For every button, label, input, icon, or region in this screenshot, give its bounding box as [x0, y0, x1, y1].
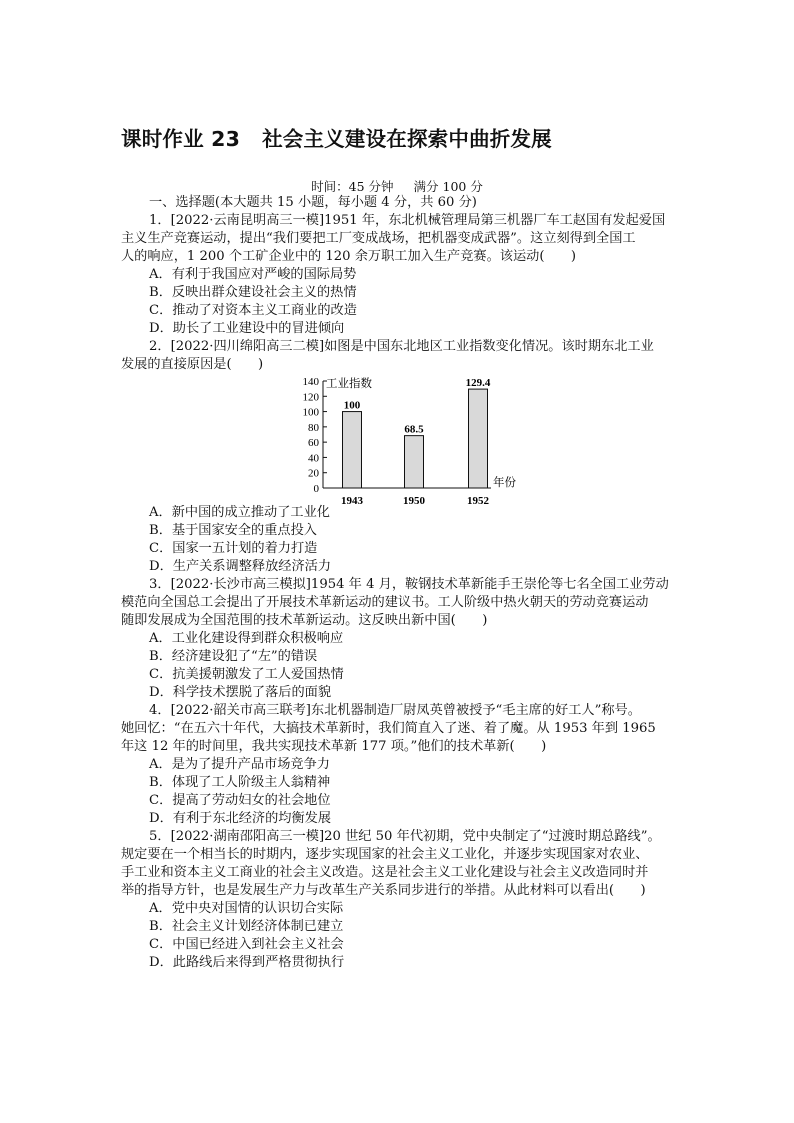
question-4-option-b[interactable]: B．体现了工人阶级主人翁精神: [149, 775, 331, 790]
question-3-line: 模范向全国总工会提出了开展技术革新运动的建议书。工人阶级中热火朝天的劳动竞赛运动: [121, 595, 649, 610]
question-2-option-d[interactable]: D．生产关系调整释放经济活力: [149, 559, 332, 574]
section-heading: 一、选择题(本大题共 15 小题，每小题 4 分，共 60 分): [149, 195, 477, 210]
question-4-line: 她回忆：“在五六十年代，大搞技术革新时，我们简直入了迷、着了魔。从 1953 年到 1965: [121, 721, 656, 736]
question-2-option-c[interactable]: C．国家一五计划的着力打造: [149, 541, 318, 556]
category-label: 1952: [467, 495, 489, 504]
question-1-option-c[interactable]: C．推动了对资本主义工商业的改造: [149, 303, 357, 318]
question-5: [121, 828, 674, 972]
page-title: [121, 122, 552, 152]
question-4-line: 4．[2022·韶关市高三联考]东北机器制造厂尉凤英曾被授予“毛主席的好工人”称号。: [149, 703, 641, 718]
question-2-option-a[interactable]: A．新中国的成立推动了工业化: [149, 505, 330, 520]
y-tick-label: 0: [313, 483, 319, 495]
bar-value-label: 68.5: [404, 423, 424, 436]
question-3-option-a[interactable]: A．工业化建设得到群众积极响应: [149, 631, 344, 646]
question-1-option-b[interactable]: B．反映出群众建设社会主义的热情: [149, 285, 357, 300]
question-content: [121, 194, 674, 972]
question-5-option-b[interactable]: B．社会主义计划经济体制已建立: [149, 919, 344, 934]
bar: [469, 389, 488, 488]
question-1-line: 人的响应，1 200 个工矿企业中的 120 余万职工加入生产竞赛。该运动( ): [121, 249, 577, 264]
question-3: [121, 576, 674, 702]
industry-index-chart: [121, 374, 674, 504]
y-tick-label: 80: [308, 421, 319, 434]
y-tick-label: 120: [302, 391, 319, 404]
question-3-line: 3．[2022·长沙市高三模拟]1954 年 4 月，鞍钢技术革新能手王崇伦等七名全国工业劳动: [149, 577, 669, 592]
question-3-option-d[interactable]: D．科学技术摆脱了落后的面貌: [149, 685, 332, 700]
y-tick-label: 40: [308, 452, 319, 465]
question-1: [121, 212, 674, 338]
question-5-line: 5．[2022·湖南邵阳高三一模]20 世纪 50 年代初期，党中央制定了“过渡时期总路线”。: [149, 829, 661, 844]
y-tick-label: 60: [308, 437, 319, 450]
question-5-line: 举的指导方针，也是发展生产力与改革生产关系同步进行的举措。从此材料可以看出( ): [121, 883, 646, 898]
question-3-line: 随即发展成为全国范围的技术革新运动。这反映出新中国( ): [121, 613, 488, 628]
question-3-option-c[interactable]: C．抗美援朝激发了工人爱国热情: [149, 667, 344, 682]
time-limit: 时间：45 分钟: [311, 179, 394, 194]
bar-value-label: 129.4: [465, 377, 491, 390]
question-4-option-c[interactable]: C．提高了劳动妇女的社会地位: [149, 793, 331, 808]
question-1-option-a[interactable]: A．有利于我国应对严峻的国际局势: [149, 267, 357, 282]
question-3-option-b[interactable]: B．经济建设犯了“左”的错误: [149, 649, 318, 664]
question-2-option-b[interactable]: B．基于国家安全的重点投入: [149, 523, 317, 538]
question-4: [121, 702, 674, 828]
question-1-line: 1．[2022·云南昆明高三一模]1951 年，东北机械管理局第三机器厂车工赵国有发起爱国: [149, 213, 666, 228]
question-5-line: 手工业和资本主义工商业的社会主义改造。这是社会主义工业化建设与社会主义改造同时并: [121, 865, 649, 880]
question-4-line: 年这 12 年的时间里，我共实现技术革新 177 项。”他们的技术革新( ): [121, 739, 547, 754]
exam-meta: [0, 177, 794, 195]
question-5-option-d[interactable]: D．此路线后来得到严格贯彻执行: [149, 955, 345, 970]
y-tick-label: 140: [302, 376, 319, 388]
y-tick-label: 20: [308, 467, 319, 480]
chart-svg: [121, 374, 674, 504]
question-2-line: 发展的直接原因是( ): [121, 357, 264, 372]
question-4-option-a[interactable]: A．是为了提升产品市场竞争力: [149, 757, 330, 772]
question-5-option-a[interactable]: A．党中央对国情的认识切合实际: [149, 901, 344, 916]
y-axis-title: 工业指数: [326, 378, 372, 390]
full-score: 满分 100 分: [413, 179, 483, 194]
y-tick-label: 100: [302, 406, 319, 419]
question-5-option-c[interactable]: C．中国已经进入到社会主义社会: [149, 937, 344, 952]
title-topic: 社会主义建设在探索中曲折发展: [262, 127, 552, 151]
question-5-line: 规定要在一个相当长的时期内，逐步实现国家的社会主义工业化，并逐步实现国家对农业、: [121, 847, 649, 862]
question-2: [121, 338, 674, 576]
title-lesson: 课时作业 23: [121, 127, 241, 151]
question-4-option-d[interactable]: D．有利于东北经济的均衡发展: [149, 811, 332, 826]
x-axis-title: 年份: [493, 477, 516, 489]
category-label: 1943: [341, 495, 363, 504]
question-2-line: 2．[2022·四川绵阳高三二模]如图是中国东北地区工业指数变化情况。该时期东北工业: [149, 339, 654, 354]
bar: [343, 412, 362, 488]
question-1-option-d[interactable]: D．助长了工业建设中的冒进倾向: [149, 321, 345, 336]
bar-value-label: 100: [343, 399, 361, 412]
category-label: 1950: [403, 495, 425, 504]
question-1-line: 主义生产竞赛运动，提出“我们要把工厂变成战场，把机器变成武器”。这立刻得到全国工: [121, 231, 636, 246]
bar: [405, 436, 424, 488]
